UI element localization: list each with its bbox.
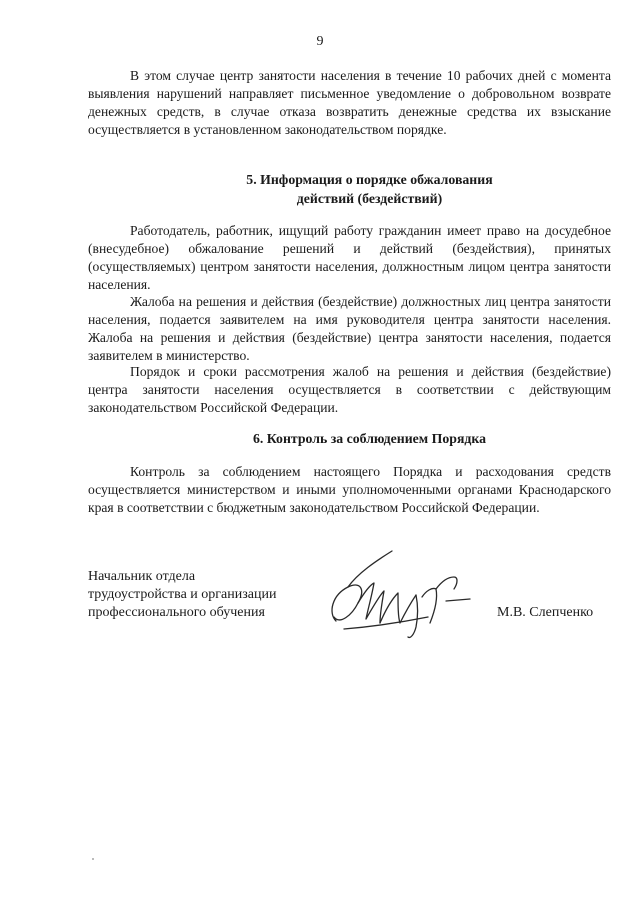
signatory-title-line: профессионального обучения bbox=[88, 605, 265, 620]
section-5-heading-line-1: 5. Информация о порядке обжалования bbox=[246, 172, 493, 187]
page-number: 9 bbox=[316, 34, 324, 49]
handwritten-signature bbox=[318, 543, 478, 653]
signatory-title-line: Начальник отдела bbox=[88, 569, 196, 584]
section-5-paragraph: Жалоба на решения и действия (бездействие) должностных лиц центра занятости населения, подается заявителем на имя руководителя центра занятости населения. Жалоба на решения и действия (бездействие) центра занятости населения, подается заявителем в министерство. bbox=[88, 294, 611, 363]
signatory-name: М.В. Слепченко bbox=[497, 605, 594, 620]
signatory-title-line: трудоустройства и организации bbox=[88, 587, 277, 602]
section-5-paragraph: Порядок и сроки рассмотрения жалоб на решения и действия (бездействие) центра занятости населения осуществляется в соответствии с действующим законодательством Российской Федерации. bbox=[88, 364, 611, 415]
section-5-heading-line-2: действий (бездействий) bbox=[296, 191, 443, 206]
section-5-paragraph: Работодатель, работник, ищущий работу гражданин имеет право на досудебное (внесудебное) обжалование решений и действий (бездействия), принятых (осуществляемых) центром занятости населения, должностным лицом центра занятости населения. bbox=[88, 223, 611, 292]
section-6-paragraph: Контроль за соблюдением настоящего Порядка и расходования средств осуществляется министерством и иными уполномоченными органами Краснодарского края в соответствии с бюджетным законодательством Российской Федерации. bbox=[88, 464, 611, 515]
intro-paragraph: В этом случае центр занятости населения в течение 10 рабочих дней с момента выявления нарушений направляет письменное уведомление о добровольном возврате денежных средств, в случае отказа возвратить денежные средства их взыскание осуществляется в установленном законодательством порядке. bbox=[88, 68, 611, 137]
section-6-heading: 6. Контроль за соблюдением Порядка bbox=[252, 431, 487, 446]
scan-speck bbox=[92, 858, 94, 860]
signatory-title bbox=[88, 568, 308, 622]
section-5-heading bbox=[88, 170, 611, 208]
